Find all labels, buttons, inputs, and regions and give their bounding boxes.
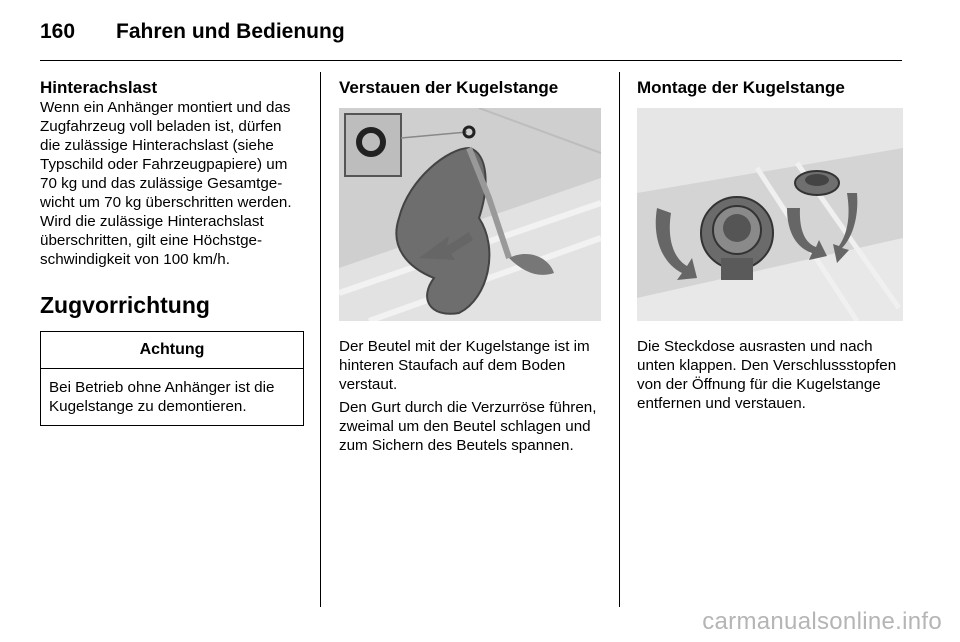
column-2 <box>339 78 601 455</box>
warning-box <box>40 331 304 426</box>
watermark-text: carmanualsonline.info <box>702 608 942 635</box>
bag-illustration <box>339 108 601 321</box>
figure-bag-in-storage <box>339 108 601 321</box>
column-3 <box>637 78 903 413</box>
mounting-paragraph: Die Steckdose ausrasten und nach unten klappen. Den Verschlussstopfen von der Öffnung für die Kugelstange entfernen und verstauen. <box>637 338 897 412</box>
hinterachslast-paragraph: Wenn ein Anhänger montiert und das Zugfahrzeug voll beladen ist, dürfen die zulässige Hinterachslast (siehe Typschild oder Fahrzeugpapiere) um 70 kg und das zulässige Gesamtgewicht um 70 kg überschritten werden. Wird die zulässige Hinterachslast überschritten, gilt eine Höchstgeschwindigkeit von 100 km/h. <box>40 99 292 268</box>
column-1 <box>40 78 304 426</box>
storage-paragraph-2: Den Gurt durch die Verzurröse führen, zweimal um den Beutel schlagen und zum Sichern des Beutels spannen. <box>339 399 597 454</box>
section-heading-montage: Montage der Kugelstange <box>637 78 845 97</box>
column-divider <box>619 72 620 607</box>
page-header <box>40 18 902 61</box>
chapter-title: Fahren und Bedienung <box>116 20 345 43</box>
page-number: 160 <box>40 20 76 43</box>
storage-paragraph-1: Der Beutel mit der Kugelstange ist im hinteren Staufach auf dem Boden verstaut. <box>339 338 590 393</box>
socket-illustration <box>637 108 903 321</box>
section-heading-hinterachslast: Hinterachslast <box>40 78 158 97</box>
figure-socket-mounting <box>637 108 903 321</box>
section-heading-verstauen: Verstauen der Kugelstange <box>339 78 559 97</box>
warning-text: Bei Betrieb ohne Anhänger ist die Kugelstange zu demontieren. <box>49 379 275 415</box>
column-divider <box>320 72 321 607</box>
section-heading-zugvorrichtung: Zugvorrichtung <box>40 292 210 318</box>
warning-title: Achtung <box>41 332 303 369</box>
